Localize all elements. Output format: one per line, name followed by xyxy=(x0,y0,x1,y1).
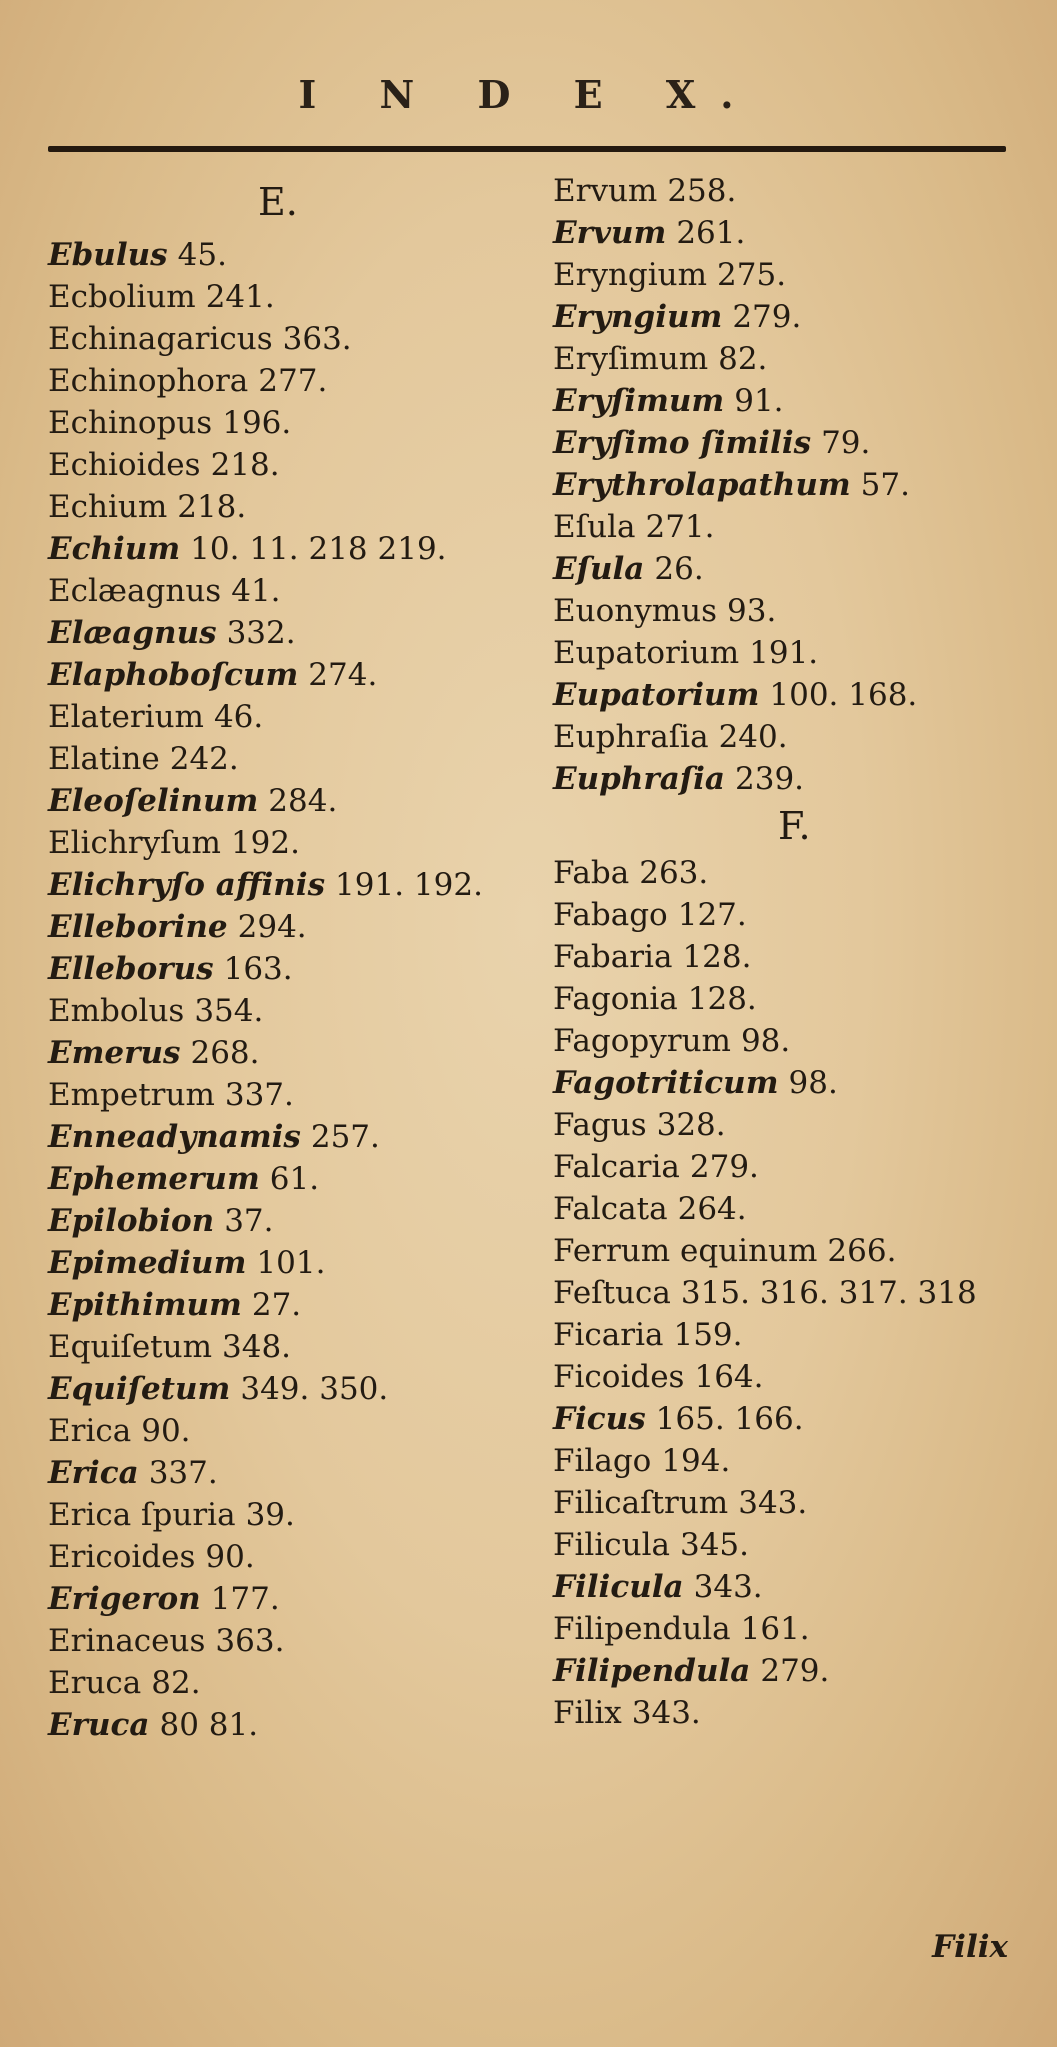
entry-pages: 258. xyxy=(667,173,737,209)
index-entry xyxy=(48,948,518,990)
entry-pages: 90. xyxy=(141,1413,191,1449)
entry-name: Filicaſtrum xyxy=(553,1485,729,1521)
entry-name: Erinaceus xyxy=(48,1623,206,1659)
index-entry xyxy=(553,632,1023,674)
catchword: Filix xyxy=(932,1929,1008,1965)
entry-pages: 191. xyxy=(749,635,819,671)
entry-pages: 363. xyxy=(282,321,352,357)
entry-pages: 10. 11. 218 219. xyxy=(190,531,447,567)
entry-pages: 37. xyxy=(224,1203,274,1239)
index-entry xyxy=(48,234,518,276)
entry-pages: 337. xyxy=(148,1455,218,1491)
entry-pages: 257. xyxy=(310,1119,380,1155)
index-entry xyxy=(48,1158,518,1200)
index-entry xyxy=(553,1146,1023,1188)
entry-pages: 27. xyxy=(251,1287,302,1323)
entry-name: Eſula xyxy=(553,509,636,545)
index-entry xyxy=(48,696,518,738)
entry-pages: 191. 192. xyxy=(335,867,483,903)
entry-pages: 46. xyxy=(213,699,264,735)
index-entry xyxy=(48,990,518,1032)
index-entry xyxy=(553,1188,1023,1230)
entry-pages: 348. xyxy=(222,1329,292,1365)
entry-name: Elaphoboſcum xyxy=(48,657,299,693)
entry-pages: 240. xyxy=(718,719,788,755)
entry-name: Fagopyrum xyxy=(553,1023,731,1059)
index-entry xyxy=(48,654,518,696)
entry-name: Echium xyxy=(48,531,181,567)
index-entry xyxy=(48,1200,518,1242)
entry-pages: 128. xyxy=(682,939,752,975)
index-entry xyxy=(48,906,518,948)
entry-pages: 128. xyxy=(687,981,757,1017)
entry-pages: 98. xyxy=(740,1023,791,1059)
entry-name: Elleborine xyxy=(48,909,228,945)
entry-pages: 242. xyxy=(169,741,239,777)
entry-pages: 91. xyxy=(734,383,784,419)
index-entry xyxy=(48,570,518,612)
index-entry xyxy=(553,548,1023,590)
entry-name: Eryngium xyxy=(553,299,723,335)
entry-name: Feſtuca xyxy=(553,1275,671,1311)
entry-name: Euphraſia xyxy=(553,761,725,797)
entry-pages: 261. xyxy=(676,215,746,251)
entry-pages: 349. 350. xyxy=(240,1371,389,1407)
entry-name: Elæagnus xyxy=(48,615,217,651)
index-entry xyxy=(48,1074,518,1116)
entry-pages: 164. xyxy=(694,1359,764,1395)
index-entry xyxy=(48,1620,518,1662)
index-entry xyxy=(553,1398,1023,1440)
index-entry xyxy=(48,1242,518,1284)
entry-name: Erythrolapathum xyxy=(553,467,851,503)
entry-name: Erica ſpuria xyxy=(48,1497,236,1533)
entry-name: Eryngium xyxy=(553,257,708,293)
entry-name: Fagonia xyxy=(553,981,678,1017)
entry-name: Elichryſo affinis xyxy=(48,867,326,903)
entry-pages: 279. xyxy=(732,299,802,335)
entry-pages: 263. xyxy=(639,855,709,891)
entry-pages: 343. xyxy=(738,1485,808,1521)
entry-name: Eruca xyxy=(48,1665,142,1701)
entry-name: Falcata xyxy=(553,1191,668,1227)
entry-name: Euonymus xyxy=(553,593,718,629)
entry-pages: 264. xyxy=(677,1191,747,1227)
entry-name: Ficaria xyxy=(553,1317,664,1353)
entry-name: Equiſetum xyxy=(48,1329,212,1365)
index-column-right xyxy=(553,170,1023,1734)
index-entry xyxy=(553,1020,1023,1062)
index-entry xyxy=(48,1536,518,1578)
entry-pages: 39. xyxy=(245,1497,295,1533)
index-entry xyxy=(553,590,1023,632)
entry-name: Ebulus xyxy=(48,237,168,273)
entry-name: Erica xyxy=(48,1455,139,1491)
index-entry xyxy=(553,170,1023,212)
index-entry xyxy=(553,1482,1023,1524)
entry-name: Filicula xyxy=(553,1527,670,1563)
index-entry xyxy=(48,318,518,360)
index-entry xyxy=(553,1062,1023,1104)
index-entry xyxy=(553,422,1023,464)
entry-name: Ervum xyxy=(553,215,667,251)
index-entry xyxy=(553,1608,1023,1650)
entry-pages: 279. xyxy=(689,1149,759,1185)
entry-pages: 274. xyxy=(308,657,378,693)
index-entry xyxy=(48,1284,518,1326)
entry-pages: 93. xyxy=(727,593,777,629)
index-entry xyxy=(48,402,518,444)
index-entry xyxy=(553,212,1023,254)
entry-pages: 294. xyxy=(237,909,307,945)
index-entry xyxy=(48,1368,518,1410)
entry-name: Eupatorium xyxy=(553,677,760,713)
entry-pages: 82. xyxy=(718,341,768,377)
entry-pages: 159. xyxy=(673,1317,743,1353)
entry-name: Fabaria xyxy=(553,939,673,975)
entry-name: Fabago xyxy=(553,897,668,933)
entry-pages: 82. xyxy=(151,1665,201,1701)
entry-name: Eryſimum xyxy=(553,383,725,419)
entry-name: Fagotriticum xyxy=(553,1065,779,1101)
entry-name: Echinagaricus xyxy=(48,321,273,357)
index-entry xyxy=(553,1566,1023,1608)
index-entry xyxy=(48,1452,518,1494)
entry-pages: 268. xyxy=(190,1035,260,1071)
index-entry xyxy=(553,1356,1023,1398)
entry-name: Erica xyxy=(48,1413,132,1449)
entry-name: Echium xyxy=(48,489,168,525)
entry-pages: 101. xyxy=(256,1245,326,1281)
index-entry xyxy=(553,674,1023,716)
entry-name: Faba xyxy=(553,855,630,891)
entry-pages: 26. xyxy=(654,551,704,587)
entry-pages: 90. xyxy=(205,1539,255,1575)
index-entry xyxy=(48,360,518,402)
index-entry xyxy=(48,738,518,780)
entry-pages: 79. xyxy=(821,425,871,461)
entry-pages: 165. 166. xyxy=(655,1401,804,1437)
entry-pages: 277. xyxy=(258,363,328,399)
entry-pages: 218. xyxy=(177,489,247,525)
index-entry xyxy=(553,1650,1023,1692)
entry-name: Elaterium xyxy=(48,699,204,735)
entry-name: Eclæagnus xyxy=(48,573,222,609)
entry-name: Embolus xyxy=(48,993,185,1029)
index-entry xyxy=(48,822,518,864)
entry-name: Ervum xyxy=(553,173,658,209)
entry-pages: 332. xyxy=(226,615,296,651)
entry-pages: 241. xyxy=(205,279,275,315)
index-entry xyxy=(553,296,1023,338)
entry-name: Elichryſum xyxy=(48,825,221,861)
index-entry xyxy=(48,864,518,906)
entry-name: Eupatorium xyxy=(553,635,740,671)
entry-name: Echioides xyxy=(48,447,201,483)
entry-name: Ericoides xyxy=(48,1539,196,1575)
entry-pages: 41. xyxy=(231,573,281,609)
entry-name: Epithimum xyxy=(48,1287,242,1323)
index-entry xyxy=(553,1440,1023,1482)
index-entry xyxy=(553,1314,1023,1356)
entry-name: Filipendula xyxy=(553,1611,731,1647)
entry-pages: 271. xyxy=(645,509,715,545)
entry-name: Epimedium xyxy=(48,1245,247,1281)
entry-name: Enneadynamis xyxy=(48,1119,301,1155)
entry-name: Eruca xyxy=(48,1707,150,1743)
entry-pages: 194. xyxy=(661,1443,731,1479)
index-entry xyxy=(48,1410,518,1452)
index-entry xyxy=(48,780,518,822)
section-letter-header: E. xyxy=(258,180,298,224)
entry-pages: 218. xyxy=(210,447,280,483)
index-column-left xyxy=(48,170,518,1746)
index-entry xyxy=(553,1692,1023,1734)
entry-name: Eryſimo ſimilis xyxy=(553,425,812,461)
entry-name: Emerus xyxy=(48,1035,181,1071)
index-entry xyxy=(553,758,1023,800)
index-entry xyxy=(48,1704,518,1746)
entry-name: Epilobion xyxy=(48,1203,215,1239)
header-rule xyxy=(48,146,1006,152)
index-entry xyxy=(48,1662,518,1704)
index-entry xyxy=(553,978,1023,1020)
index-entry xyxy=(48,1116,518,1158)
entry-name: Empetrum xyxy=(48,1077,215,1113)
entry-pages: 127. xyxy=(677,897,747,933)
entry-name: Falcaria xyxy=(553,1149,680,1185)
entry-name: Filipendula xyxy=(553,1653,751,1689)
entry-pages: 354. xyxy=(194,993,264,1029)
entry-pages: 343. xyxy=(631,1695,701,1731)
entry-pages: 266. xyxy=(827,1233,897,1269)
entry-pages: 337. xyxy=(224,1077,294,1113)
entry-pages: 177. xyxy=(210,1581,280,1617)
entry-pages: 284. xyxy=(268,783,338,819)
entry-name: Filago xyxy=(553,1443,652,1479)
entry-pages: 275. xyxy=(717,257,787,293)
entry-name: Elatine xyxy=(48,741,160,777)
index-entry xyxy=(553,894,1023,936)
entry-pages: 239. xyxy=(735,761,805,797)
entry-pages: 328. xyxy=(656,1107,726,1143)
page-title: I N D E X. xyxy=(298,72,759,117)
index-entry xyxy=(553,254,1023,296)
entry-name: Ficus xyxy=(553,1401,646,1437)
index-entry xyxy=(48,444,518,486)
entry-name: Filicula xyxy=(553,1569,684,1605)
entry-name: Filix xyxy=(553,1695,622,1731)
entry-pages: 100. 168. xyxy=(769,677,918,713)
index-entry xyxy=(48,1032,518,1074)
entry-name: Echinopus xyxy=(48,405,213,441)
entry-pages: 163. xyxy=(223,951,293,987)
entry-name: Ferrum equinum xyxy=(553,1233,818,1269)
index-entry xyxy=(48,528,518,570)
entry-pages: 192. xyxy=(230,825,300,861)
index-entry xyxy=(553,506,1023,548)
index-entry xyxy=(553,716,1023,758)
entry-pages: 279. xyxy=(760,1653,830,1689)
entry-pages: 363. xyxy=(215,1623,285,1659)
index-entry xyxy=(553,1230,1023,1272)
index-entry xyxy=(553,380,1023,422)
index-entry xyxy=(553,1524,1023,1566)
entry-name: Eſula xyxy=(553,551,645,587)
entry-name: Ephemerum xyxy=(48,1161,260,1197)
index-entry xyxy=(48,1326,518,1368)
index-entry xyxy=(48,612,518,654)
entry-pages: 98. xyxy=(788,1065,838,1101)
index-entry xyxy=(553,338,1023,380)
entry-name: Euphraſia xyxy=(553,719,709,755)
entry-pages: 196. xyxy=(222,405,292,441)
index-entry xyxy=(553,464,1023,506)
entry-pages: 80 81. xyxy=(159,1707,259,1743)
entry-pages: 161. xyxy=(740,1611,810,1647)
entry-name: Echinophora xyxy=(48,363,249,399)
index-entry xyxy=(553,1272,1023,1314)
index-entry xyxy=(48,276,518,318)
entry-name: Erigeron xyxy=(48,1581,201,1617)
entry-name: Equiſetum xyxy=(48,1371,231,1407)
entry-pages: 45. xyxy=(177,237,227,273)
entry-pages: 57. xyxy=(860,467,910,503)
index-entry xyxy=(48,1494,518,1536)
index-entry xyxy=(553,936,1023,978)
entry-name: Ecbolium xyxy=(48,279,196,315)
entry-pages: 345. xyxy=(679,1527,750,1563)
index-entry xyxy=(553,852,1023,894)
entry-name: Fagus xyxy=(553,1107,647,1143)
entry-pages: 315. 316. 317. 318 xyxy=(680,1275,977,1311)
section-letter-header: F. xyxy=(778,804,811,848)
entry-pages: 343. xyxy=(693,1569,763,1605)
entry-name: Eleoſelinum xyxy=(48,783,259,819)
entry-pages: 61. xyxy=(269,1161,320,1197)
entry-name: Eryſimum xyxy=(553,341,709,377)
index-entry xyxy=(48,486,518,528)
index-entry xyxy=(553,1104,1023,1146)
index-entry xyxy=(48,1578,518,1620)
entry-name: Ficoides xyxy=(553,1359,685,1395)
entry-name: Elleborus xyxy=(48,951,214,987)
